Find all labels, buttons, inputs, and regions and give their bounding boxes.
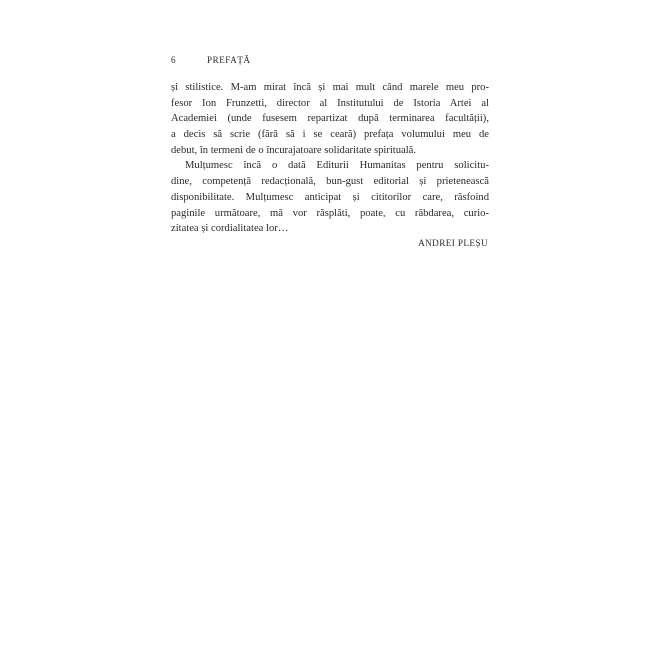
- text-line: dine, competență redacțională, bun-gust editorial și prietenească: [171, 176, 489, 188]
- page-number: 6: [171, 55, 177, 65]
- section-title: PREFAȚĂ: [207, 55, 251, 65]
- text-line: debut, în termeni de o încurajatoare solidaritate spirituală.: [171, 144, 417, 156]
- author-signature: ANDREI PLEȘU: [418, 238, 488, 248]
- text-line: disponibilitate. Mulțumesc anticipat și cititorilor care, răsfoind: [171, 191, 489, 203]
- text-line: și stilistice. M-am mirat încă și mai mult când marele meu pro-: [171, 82, 489, 93]
- running-head: [171, 54, 251, 66]
- body-text: [171, 80, 489, 237]
- text-line: paginile următoare, mă vor răsplăti, poate, cu răbdarea, curio-: [171, 207, 489, 219]
- text-line: Academiei (unde fusesem repartizat după terminarea facultății),: [171, 113, 489, 125]
- text-line: fesor Ion Frunzetti, director al Institutului de Istoria Artei al: [171, 97, 489, 109]
- text-line: zitatea și cordialitatea lor…: [171, 223, 289, 235]
- text-line: a decis să scrie (fără să i se ceară) prefața volumului meu de: [171, 129, 489, 141]
- text-line: Mulțumesc încă o dată Editurii Humanitas pentru solicitu-: [185, 160, 489, 172]
